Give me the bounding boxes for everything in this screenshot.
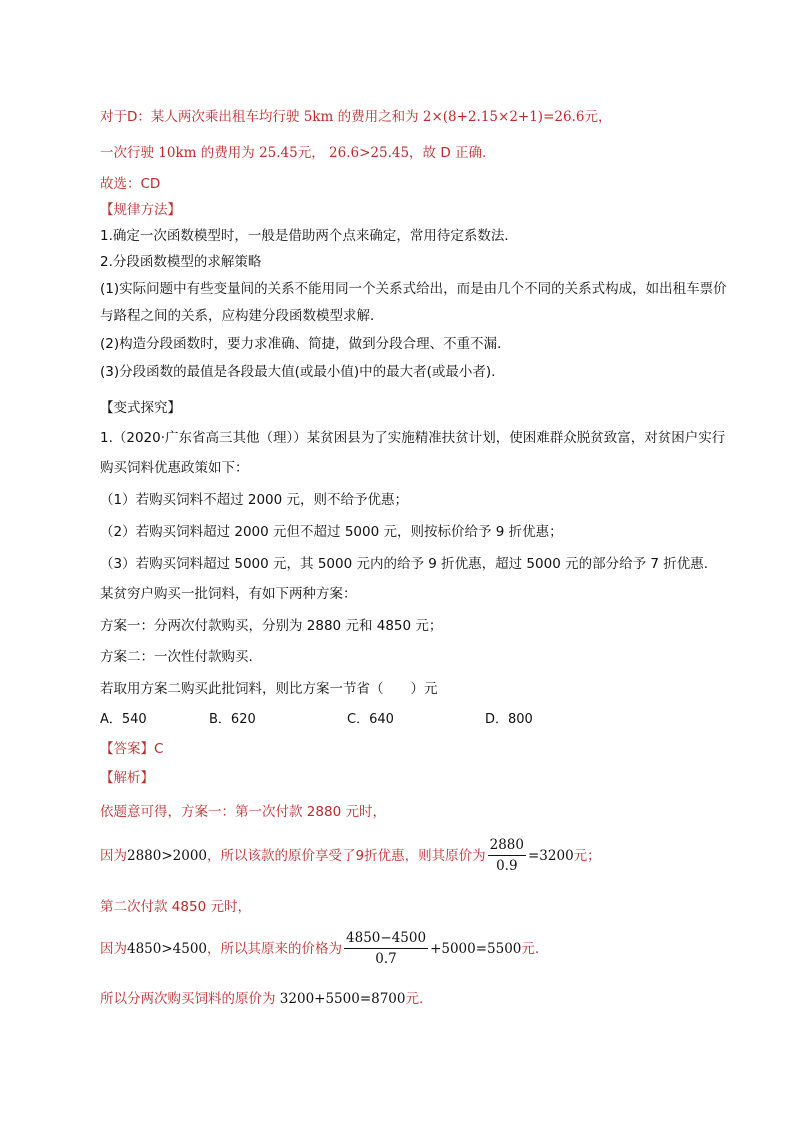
- math: 2880>2000: [127, 848, 208, 864]
- option-a: A．540: [100, 712, 147, 727]
- question-text: 某贫穷户购买一批饲料，有如下两种方案：: [100, 586, 357, 602]
- text: 因为: [100, 941, 127, 957]
- question-text: 购买饲料优惠政策如下：: [100, 460, 249, 476]
- text-line: 与路程之间的关系，应构建分段函数模型求解．: [100, 308, 384, 324]
- answer-tag: 【答案】: [100, 741, 154, 757]
- text: 元时，: [345, 804, 386, 820]
- math: 9: [355, 848, 365, 864]
- policy-item-1: （1）若购买饲料不超过 2000 元，则不给予优惠；: [100, 492, 409, 508]
- heading-rule-method: 【规律方法】: [100, 202, 181, 218]
- text: ，所以该款的原价享受了: [207, 848, 356, 864]
- policy-item-3: （3）若购买饲料超过 5000 元，其 5000 元内的给予 9 折优惠，超过 5000 元的部分给予 7 折优惠.: [100, 556, 709, 572]
- math: 2880: [306, 804, 342, 820]
- text: 元，: [584, 109, 612, 125]
- math: +5000=5500: [430, 941, 522, 957]
- text: 因为: [100, 848, 127, 864]
- text: 元；: [573, 848, 601, 864]
- text-line: 1.确定一次函数模型时，一般是借助两个点来确定，常用待定系数法．: [100, 228, 518, 244]
- math: 10km: [158, 145, 197, 161]
- text-line: (3)分段函数的最值是各段最大值(或最小值)中的最大者(或最小者)．: [100, 364, 505, 380]
- option-b: B．620: [209, 712, 256, 727]
- answer-options: [100, 711, 700, 729]
- text-line: 2.分段函数模型的求解策略: [100, 254, 262, 270]
- text: 所以分两次购买饲料的原价为: [100, 991, 276, 1007]
- analysis-line-second-payment: [100, 929, 539, 969]
- analysis-line-total: [100, 990, 423, 1008]
- fraction-numerator: 4850−4500: [344, 930, 428, 949]
- text: 元，: [297, 145, 325, 161]
- text: 对于D：某人两次乘出租车均行驶: [100, 109, 300, 125]
- text: 一次行驶: [100, 145, 154, 161]
- plan-one: 方案一：分两次付款购买，分别为 2880 元和 4850 元；: [100, 618, 443, 634]
- text: 折优惠，则其原价为: [364, 848, 486, 864]
- heading-variant-explore: 【变式探究】: [100, 400, 181, 416]
- text-line-d-option: [100, 108, 611, 126]
- fraction-denominator: 0.7: [375, 951, 397, 967]
- text: 第二次付款: [100, 899, 168, 915]
- math: 4850: [171, 899, 207, 915]
- option-c: C．640: [347, 712, 394, 727]
- text: ，所以其原来的价格为: [207, 941, 343, 957]
- plan-two: 方案二：一次性付款购买.: [100, 649, 253, 665]
- text: 元.: [521, 941, 540, 957]
- math: 5km: [303, 109, 334, 125]
- fraction: [488, 837, 526, 875]
- question-text: 1.（2020·广东省高三其他（理））某贫困县为了实施精准扶贫计划，使困难群众脱贫致富，对贫困户实行: [100, 430, 726, 446]
- math: 26.6>25.45: [329, 145, 410, 161]
- text: 元.: [405, 991, 424, 1007]
- text: 元时，: [210, 899, 251, 915]
- text-line: (2)构造分段函数时，要力求准确、简捷，做到分段合理、不重不漏．: [100, 336, 511, 352]
- answer-line: [100, 740, 163, 758]
- policy-item-2: （2）若购买饲料超过 2000 元但不超过 5000 元，则按标价给予 9 折优惠；: [100, 524, 563, 540]
- analysis-line: [100, 898, 251, 916]
- heading-analysis: 【解析】: [100, 770, 154, 786]
- fraction-denominator: 0.9: [496, 858, 518, 874]
- option-d: D．800: [485, 712, 533, 727]
- analysis-line-first-payment: [100, 836, 601, 876]
- math: =3200: [527, 848, 574, 864]
- text: 的费用之和为: [337, 109, 419, 125]
- math: 25.45: [259, 145, 298, 161]
- math: 4850>4500: [127, 941, 208, 957]
- text-line: (1)实际问题中有些变量间的关系不能用同一个关系式给出，而是由几个不同的关系式构成，如出租车票价: [100, 281, 727, 297]
- answer-choice-line: 故选：CD: [100, 176, 161, 192]
- question-prompt: 若取用方案二购买此批饲料，则比方案一节省（ ）元: [100, 681, 438, 697]
- fraction-numerator: 2880: [488, 837, 526, 856]
- text-line-one-trip: [100, 144, 486, 162]
- fraction: [344, 930, 428, 968]
- answer-value: C: [154, 741, 164, 757]
- math: 3200+5500=8700: [279, 991, 406, 1007]
- math: 2×(8+2.15×2+1)=26.6: [422, 109, 585, 125]
- text: 依题意可得，方案一：第一次付款: [100, 804, 303, 820]
- analysis-line: [100, 803, 386, 821]
- text: 的费用为: [200, 145, 255, 161]
- text: ，故 D 正确.: [409, 145, 487, 161]
